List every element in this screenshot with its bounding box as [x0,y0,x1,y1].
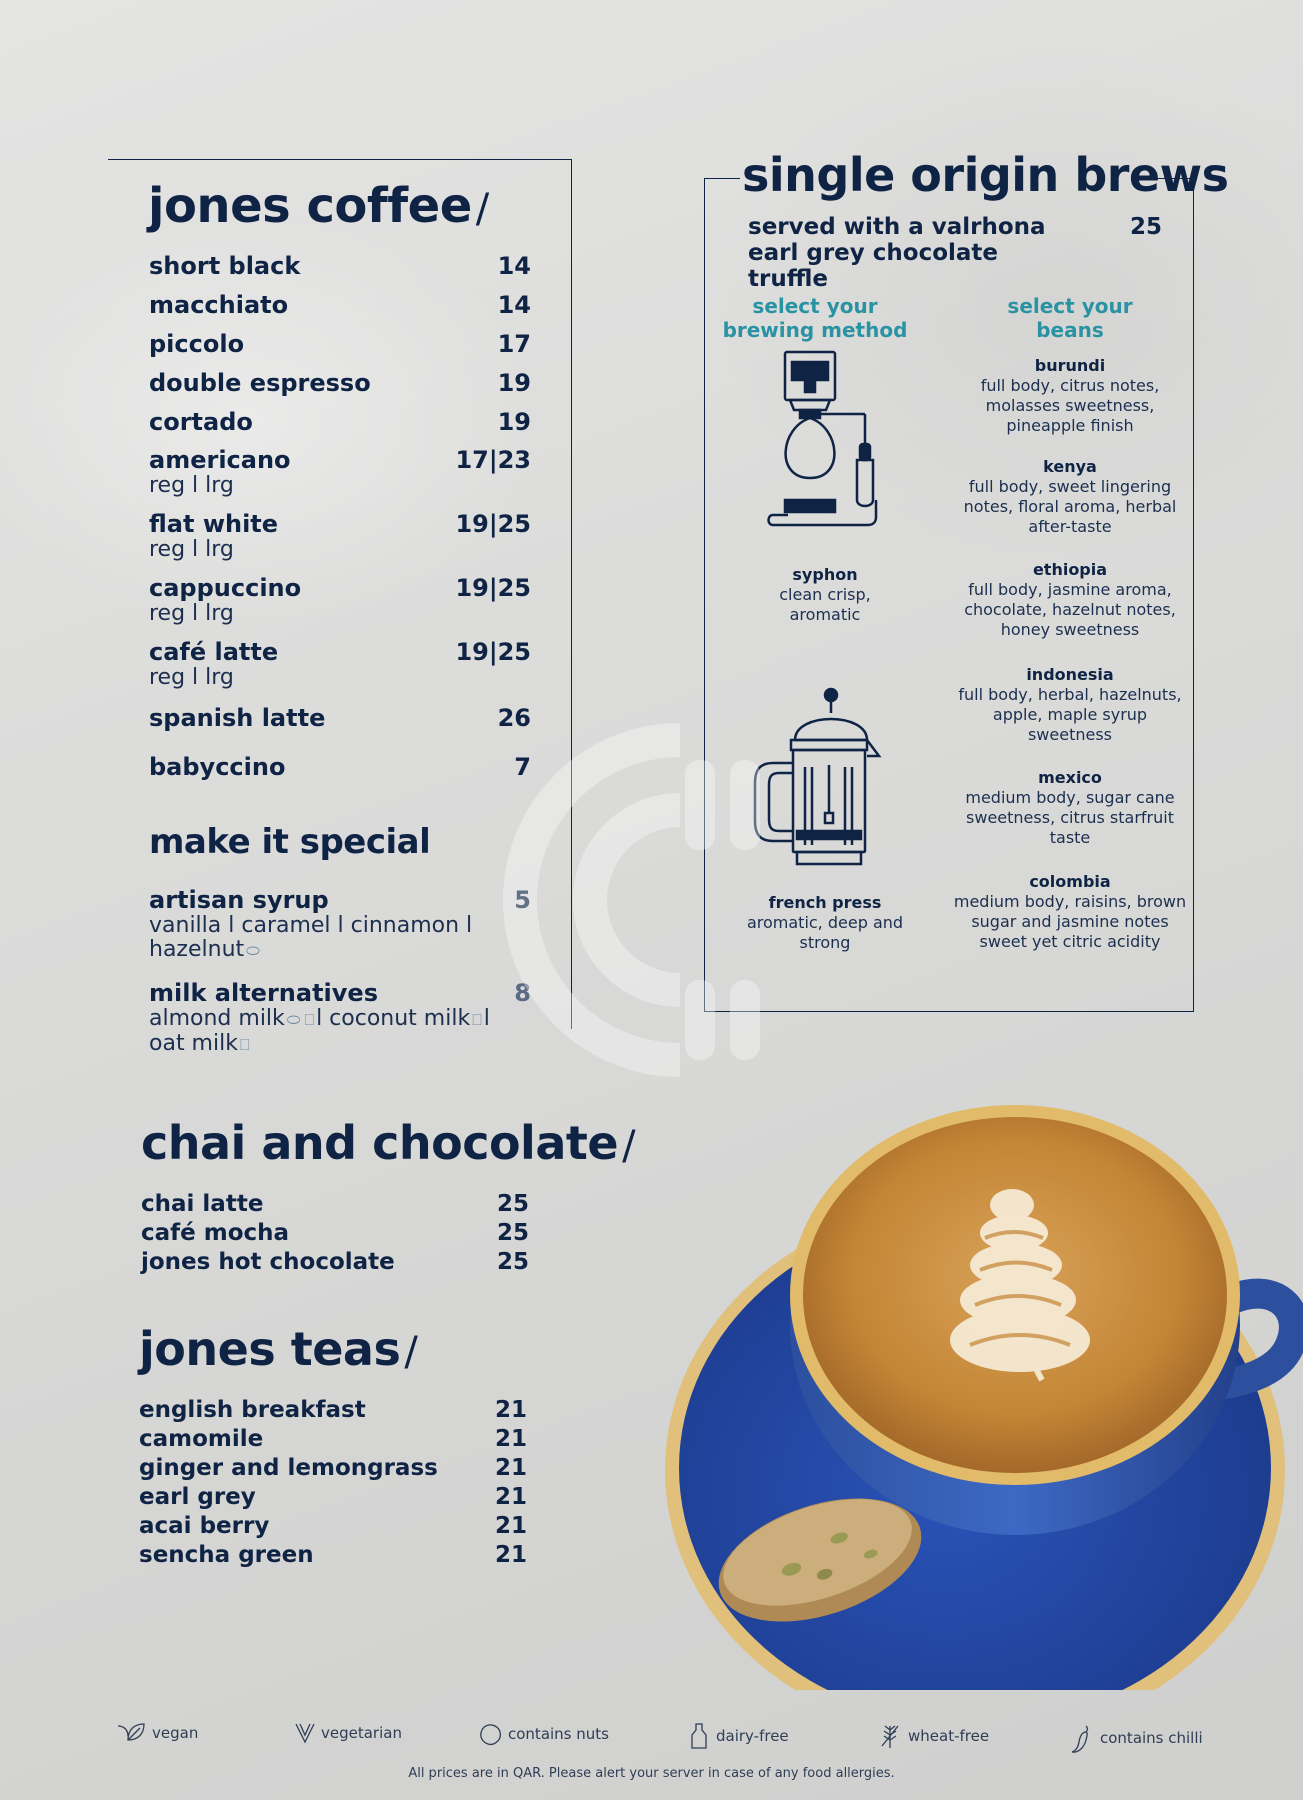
menu-item: spanish latte 26 [149,704,531,732]
bean-indonesia: indonesia full body, herbal, hazelnuts, apple, maple syrup sweetness [958,665,1182,744]
menu-item: piccolo 17 [149,330,531,358]
menu-item: café latte 19|25 reg l lrg [149,638,531,690]
menu-item: ginger and lemongrass 21 [139,1455,527,1481]
origin-subtitle: served with a valrhona earl grey chocolate truffle [748,214,1046,292]
menu-item: americano 17|23 reg l lrg [149,446,531,498]
vegan-leaf-icon [116,1722,146,1744]
menu-item: double espresso 19 [149,369,531,397]
bean-kenya: kenya full body, sweet lingering notes, floral aroma, herbal after-taste [963,457,1177,536]
bean-burundi: burundi full body, citrus notes, molasses sweetness, pineapple finish [980,356,1160,435]
menu-item: camomile 21 [139,1426,527,1452]
origin-frame-topline-left [704,178,740,179]
menu-item: earl grey 21 [139,1484,527,1510]
menu-item: jones hot chocolate 25 [141,1249,529,1275]
cappuccino-photo [640,1090,1303,1690]
bottle-icon: ⎕ [472,1010,482,1029]
vegetarian-v-icon [295,1722,315,1744]
bean-ethiopia: ethiopia full body, jasmine aroma, chocolate, hazelnut notes, honey sweetness [964,560,1176,639]
special-menu-list [149,886,531,1057]
coffee-menu-list [149,252,531,781]
teas-menu-list [139,1396,527,1570]
chilli-icon [1070,1722,1094,1754]
bean-colombia: colombia medium body, raisins, brown sugar and jasmine notes sweet yet citric acidity [953,872,1187,951]
bottle-icon: ⎕ [239,1035,250,1054]
method-syphon: syphon clean crisp, aromatic [779,565,871,624]
method-french-press: french press aromatic, deep and strong [746,893,904,952]
nut-icon: ⬭ [246,941,260,960]
chai-section-title: chai and chocolate / [141,1116,636,1170]
chai-menu-list [141,1190,529,1277]
menu-item: milk alternatives 8 almond milk ⬭ ⎕l coconut milk ⎕l oat milk ⎕ [149,979,531,1056]
legend-wheat-free: wheat-free [878,1722,989,1750]
menu-item: cortado 19 [149,408,531,436]
coffee-section-title: jones coffee / [148,178,489,234]
legend-dairy-free: dairy-free [688,1722,789,1750]
origin-section-title: single origin brews [742,148,1229,202]
footnote: All prices are in QAR. Please alert your server in case of any food allergies. [408,1766,895,1781]
menu-item: english breakfast 21 [139,1397,527,1423]
menu-item: chai latte 25 [141,1191,529,1217]
nut-icon [478,1722,502,1746]
menu-item: babyccino 7 [149,753,531,781]
menu-item: cappuccino 19|25 reg l lrg [149,574,531,626]
brewing-method-heading: select your brewing method [722,294,908,342]
special-section-title: make it special [149,822,431,862]
beans-heading: select your beans [1007,294,1133,342]
origin-price: 25 [1130,214,1163,240]
legend-chilli: contains chilli [1070,1722,1203,1754]
legend-vegetarian: vegetarian [295,1722,402,1744]
menu-item: artisan syrup 5 vanilla l caramel l cinnamon l hazelnut ⬭ [149,886,531,962]
bottle-icon [688,1722,710,1750]
bean-mexico: mexico medium body, sugar cane sweetness, citrus starfruit taste [965,768,1175,847]
wheat-icon [878,1722,902,1750]
nut-icon: ⬭ [286,1010,301,1029]
menu-item: café mocha 25 [141,1220,529,1246]
menu-item: short black 14 [149,252,531,280]
menu-item: acai berry 21 [139,1513,527,1539]
teas-section-title: jones teas / [139,1322,418,1376]
legend-nuts: contains nuts [478,1722,609,1746]
menu-item: macchiato 14 [149,291,531,319]
french-press-icon [745,685,885,875]
menu-item: flat white 19|25 reg l lrg [149,510,531,562]
menu-item: sencha green 21 [139,1542,527,1568]
syphon-icon [765,350,895,550]
legend-vegan: vegan [116,1722,198,1744]
bottle-icon: ⎕ [304,1010,315,1029]
